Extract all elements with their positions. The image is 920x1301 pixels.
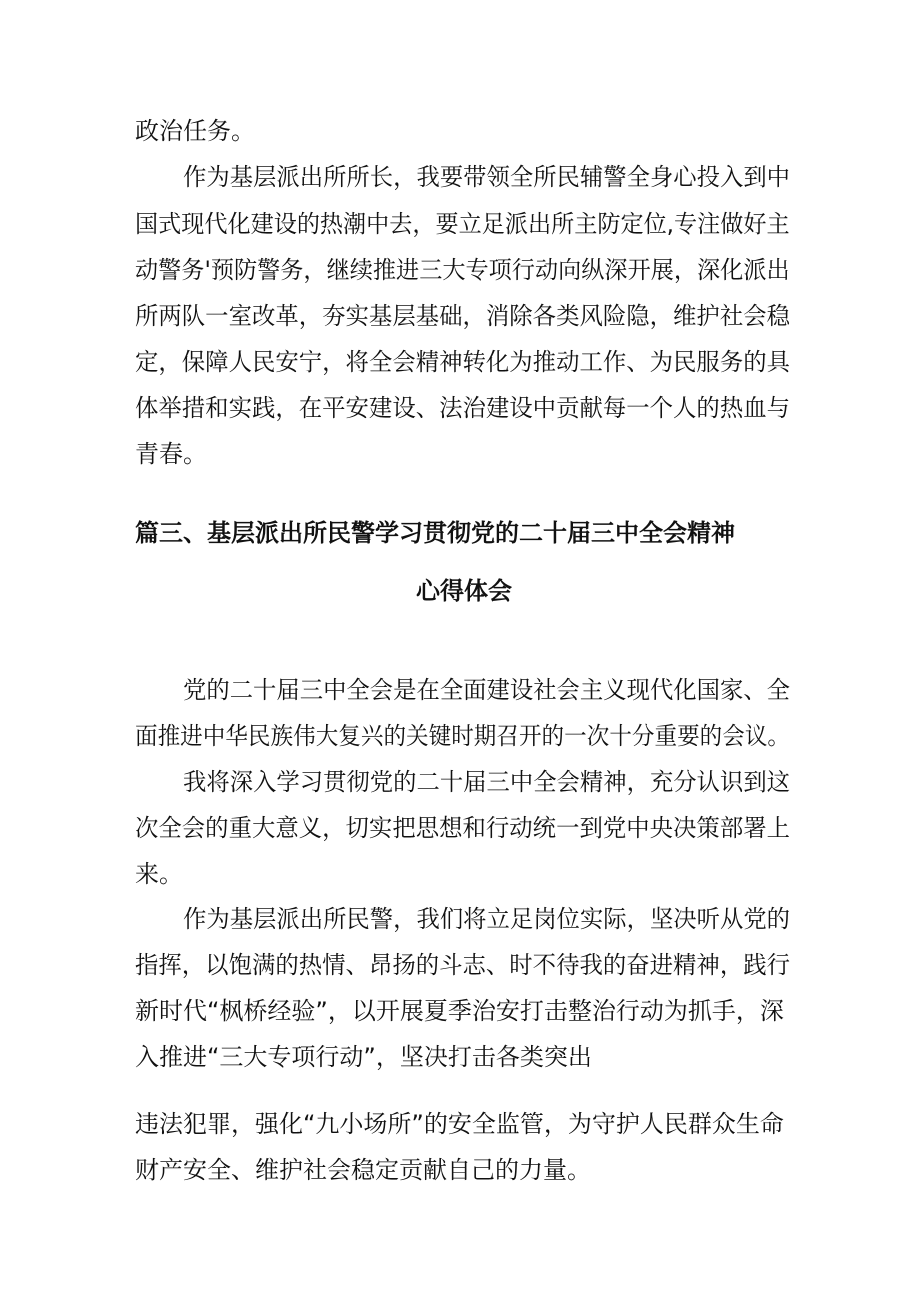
section-title: 篇三、基层派出所民警学习贯彻党的二十届三中全会精神 [135,519,735,547]
text-line: 国式现代化建设的热潮中去，要立足派出所主防定位,专注做好主 [135,210,790,238]
text-line: 作为基层派出所民警，我们将立足岗位实际，坚决听从党的 [183,905,791,933]
section-subtitle: 心得体会 [416,577,512,605]
text-line: 指挥，以饱满的热情、昂扬的斗志、时不待我的奋进精神，践行 [135,951,790,979]
text-line: 青春。 [135,440,207,468]
text-line: 动警务'预防警务，继续推进三大专项行动向纵深开展，深化派出 [135,256,790,284]
text-line: 违法犯罪，强化“九小场所”的安全监管，为守护人民群众生命 [135,1110,784,1138]
text-line: 新时代“枫桥经验”，以开展夏季治安打击整治行动为抓手，深 [135,997,784,1025]
text-line: 体举措和实践，在平安建设、法治建设中贡献每一个人的热血与 [135,394,790,422]
text-line: 面推进中华民族伟大复兴的关键时期召开的一次十分重要的会议。 [135,722,791,750]
text-line: 定，保障人民安宁，将全会精神转化为推动工作、为民服务的具 [135,348,790,376]
text-line: 政治任务。 [135,117,255,145]
text-line: 次全会的重大意义，切实把思想和行动统一到党中央决策部署上 [135,814,790,842]
text-line: 作为基层派出所所长，我要带领全所民辅警全身心投入到中 [183,163,791,191]
text-line: 来。 [135,860,183,888]
text-line: 所两队一室改革，夯实基层基础，消除各类风险隐，维护社会稳 [135,302,790,330]
text-line: 党的二十届三中全会是在全面建设社会主义现代化国家、全 [183,676,791,704]
text-line: 入推进“三大专项行动”，坚决打击各类突出 [135,1043,592,1071]
text-line: 我将深入学习贯彻党的二十届三中全会精神，充分认识到这 [183,768,791,796]
text-line: 财产安全、维护社会稳定贡献自己的力量。 [135,1156,591,1184]
